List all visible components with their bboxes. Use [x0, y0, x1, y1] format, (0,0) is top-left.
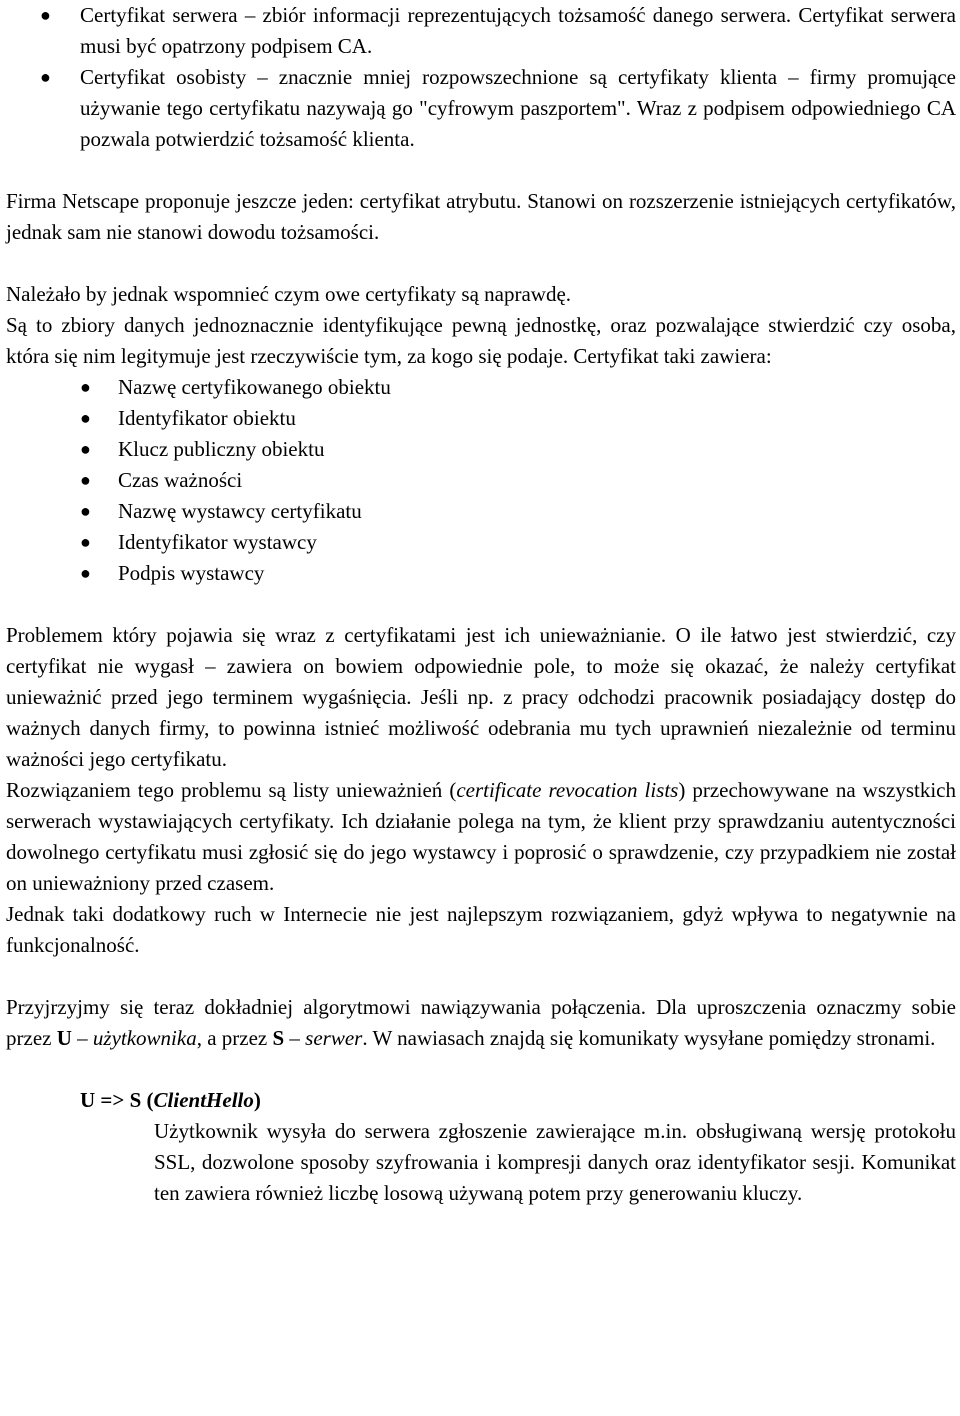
italic-term-user: użytkownika — [92, 1026, 197, 1050]
text-segment: , a przez — [196, 1026, 273, 1050]
bullet-icon: ● — [80, 501, 91, 521]
bullet-icon: ● — [40, 67, 51, 87]
certificate-types-list — [6, 0, 956, 155]
list-item — [6, 527, 956, 558]
paragraph-problem: Problemem który pojawia się wraz z certyfikatami jest ich unieważnianie. O ile łatwo jest stwierdzić, czy certyfikat nie wygasł – zawiera on bowiem odpowiednie pole, to może się okazać, że należy certyfikat unieważnić przed jego terminem wygaśnięcia. Jeśli np. z pracy odchodzi pracownik posiadający dostęp do ważnych danych firmy, to powinna istnieć możliwość odebrania mu tych uprawnień niezależnie od terminu ważności jego certyfikatu. — [6, 623, 956, 771]
message-title-suffix: ) — [253, 1088, 261, 1112]
bullet-icon: ● — [80, 439, 91, 459]
list-item-text: Klucz publiczny obiektu — [118, 437, 325, 461]
text-segment: ) przechowywane na wszystkich serwerach wystawiających certyfikaty. Ich działanie polega na tym, że klient przy sprawdzaniu autentyczności dowolnego certyfikatu musi zgłosić się do jego wystawcy i poprosić o sprawdzenie, czy przypadkiem nie został on unieważniony przed czasem. — [6, 778, 956, 895]
paragraph-netscape: Firma Netscape proponuje jeszcze jeden: certyfikat atrybutu. Stanowi on rozszerzenie istniejących certyfikatów, jednak sam nie stanowi dowodu tożsamości. — [6, 189, 956, 244]
italic-term-server: serwer — [305, 1026, 363, 1050]
list-item-text: Nazwę wystawcy certyfikatu — [118, 499, 362, 523]
text-segment: Rozwiązaniem tego problemu są listy unieważnień ( — [6, 778, 457, 802]
paragraph-sa-to: Są to zbiory danych jednoznacznie identyfikujące pewną jednostkę, oraz pozwalające stwierdzić czy osoba, która się nim legitymuje jest rzeczywiście tym, za kogo się podaje. Certyfikat taki zawiera: — [6, 313, 956, 368]
message-title-prefix: U => S ( — [80, 1088, 154, 1112]
paragraph-nalezalo: Należało by jednak wspomnieć czym owe certyfikaty są naprawdę. — [6, 282, 572, 306]
text-segment: Przyjrzyjmy się teraz dokładniej algorytmowi nawiązywania połączenia. Dla uproszczenia oznaczmy sobie przez — [6, 995, 956, 1050]
list-item — [6, 0, 956, 62]
bullet-icon: ● — [80, 532, 91, 552]
italic-term: certificate revocation lists — [456, 778, 679, 802]
list-item — [6, 62, 956, 155]
list-item-text: Identyfikator wystawcy — [118, 530, 317, 554]
text-segment: – — [284, 1026, 306, 1050]
list-item — [6, 372, 956, 403]
message-title-clienthello — [80, 1085, 956, 1116]
text-segment: – — [71, 1026, 93, 1050]
list-item — [6, 434, 956, 465]
bullet-icon: ● — [80, 563, 91, 583]
bold-symbol-s: S — [272, 1026, 285, 1050]
paragraph-jednak: Jednak taki dodatkowy ruch w Internecie nie jest najlepszym rozwiązaniem, gdyż wpływa to negatywnie na funkcjonalność. — [6, 902, 956, 957]
bullet-icon: ● — [80, 408, 91, 428]
paragraph-przyjrzyjmy — [6, 992, 956, 1054]
text-segment: . W nawiasach znajdą się komunikaty wysyłane pomiędzy stronami. — [362, 1026, 936, 1050]
list-item-text: Nazwę certyfikowanego obiektu — [118, 375, 391, 399]
message-name: ClientHello — [153, 1088, 254, 1112]
paragraph-rozwiazanie — [6, 775, 956, 899]
bold-symbol-u: U — [56, 1026, 72, 1050]
list-item — [6, 496, 956, 527]
list-item — [6, 465, 956, 496]
certificate-fields-list — [6, 372, 956, 589]
bullet-icon: ● — [40, 5, 51, 25]
list-item — [6, 403, 956, 434]
bullet-icon: ● — [80, 470, 91, 490]
list-item-text: Certyfikat osobisty – znacznie mniej rozpowszechnione są certyfikaty klienta – firmy promujące używanie tego certyfikatu nazywają go "cyfrowym paszportem". Wraz z podpisem odpowiedniego CA pozwala potwierdzić tożsamość klienta. — [80, 65, 956, 151]
bullet-icon: ● — [80, 377, 91, 397]
list-item-text: Podpis wystawcy — [118, 561, 265, 585]
document-page — [6, 0, 956, 1209]
list-item-text: Czas ważności — [118, 468, 243, 492]
message-body-clienthello: Użytkownik wysyła do serwera zgłoszenie zawierające m.in. obsługiwaną wersję protokołu SSL, dozwolone sposoby szyfrowania i kompresji danych oraz identyfikator sesji. Komunikat ten zawiera również liczbę losową używaną potem przy generowaniu kluczy. — [154, 1119, 956, 1205]
list-item — [6, 558, 956, 589]
list-item-text: Identyfikator obiektu — [118, 406, 296, 430]
list-item-text: Certyfikat serwera – zbiór informacji reprezentujących tożsamość danego serwera. Certyfikat serwera musi być opatrzony podpisem CA. — [80, 3, 956, 58]
